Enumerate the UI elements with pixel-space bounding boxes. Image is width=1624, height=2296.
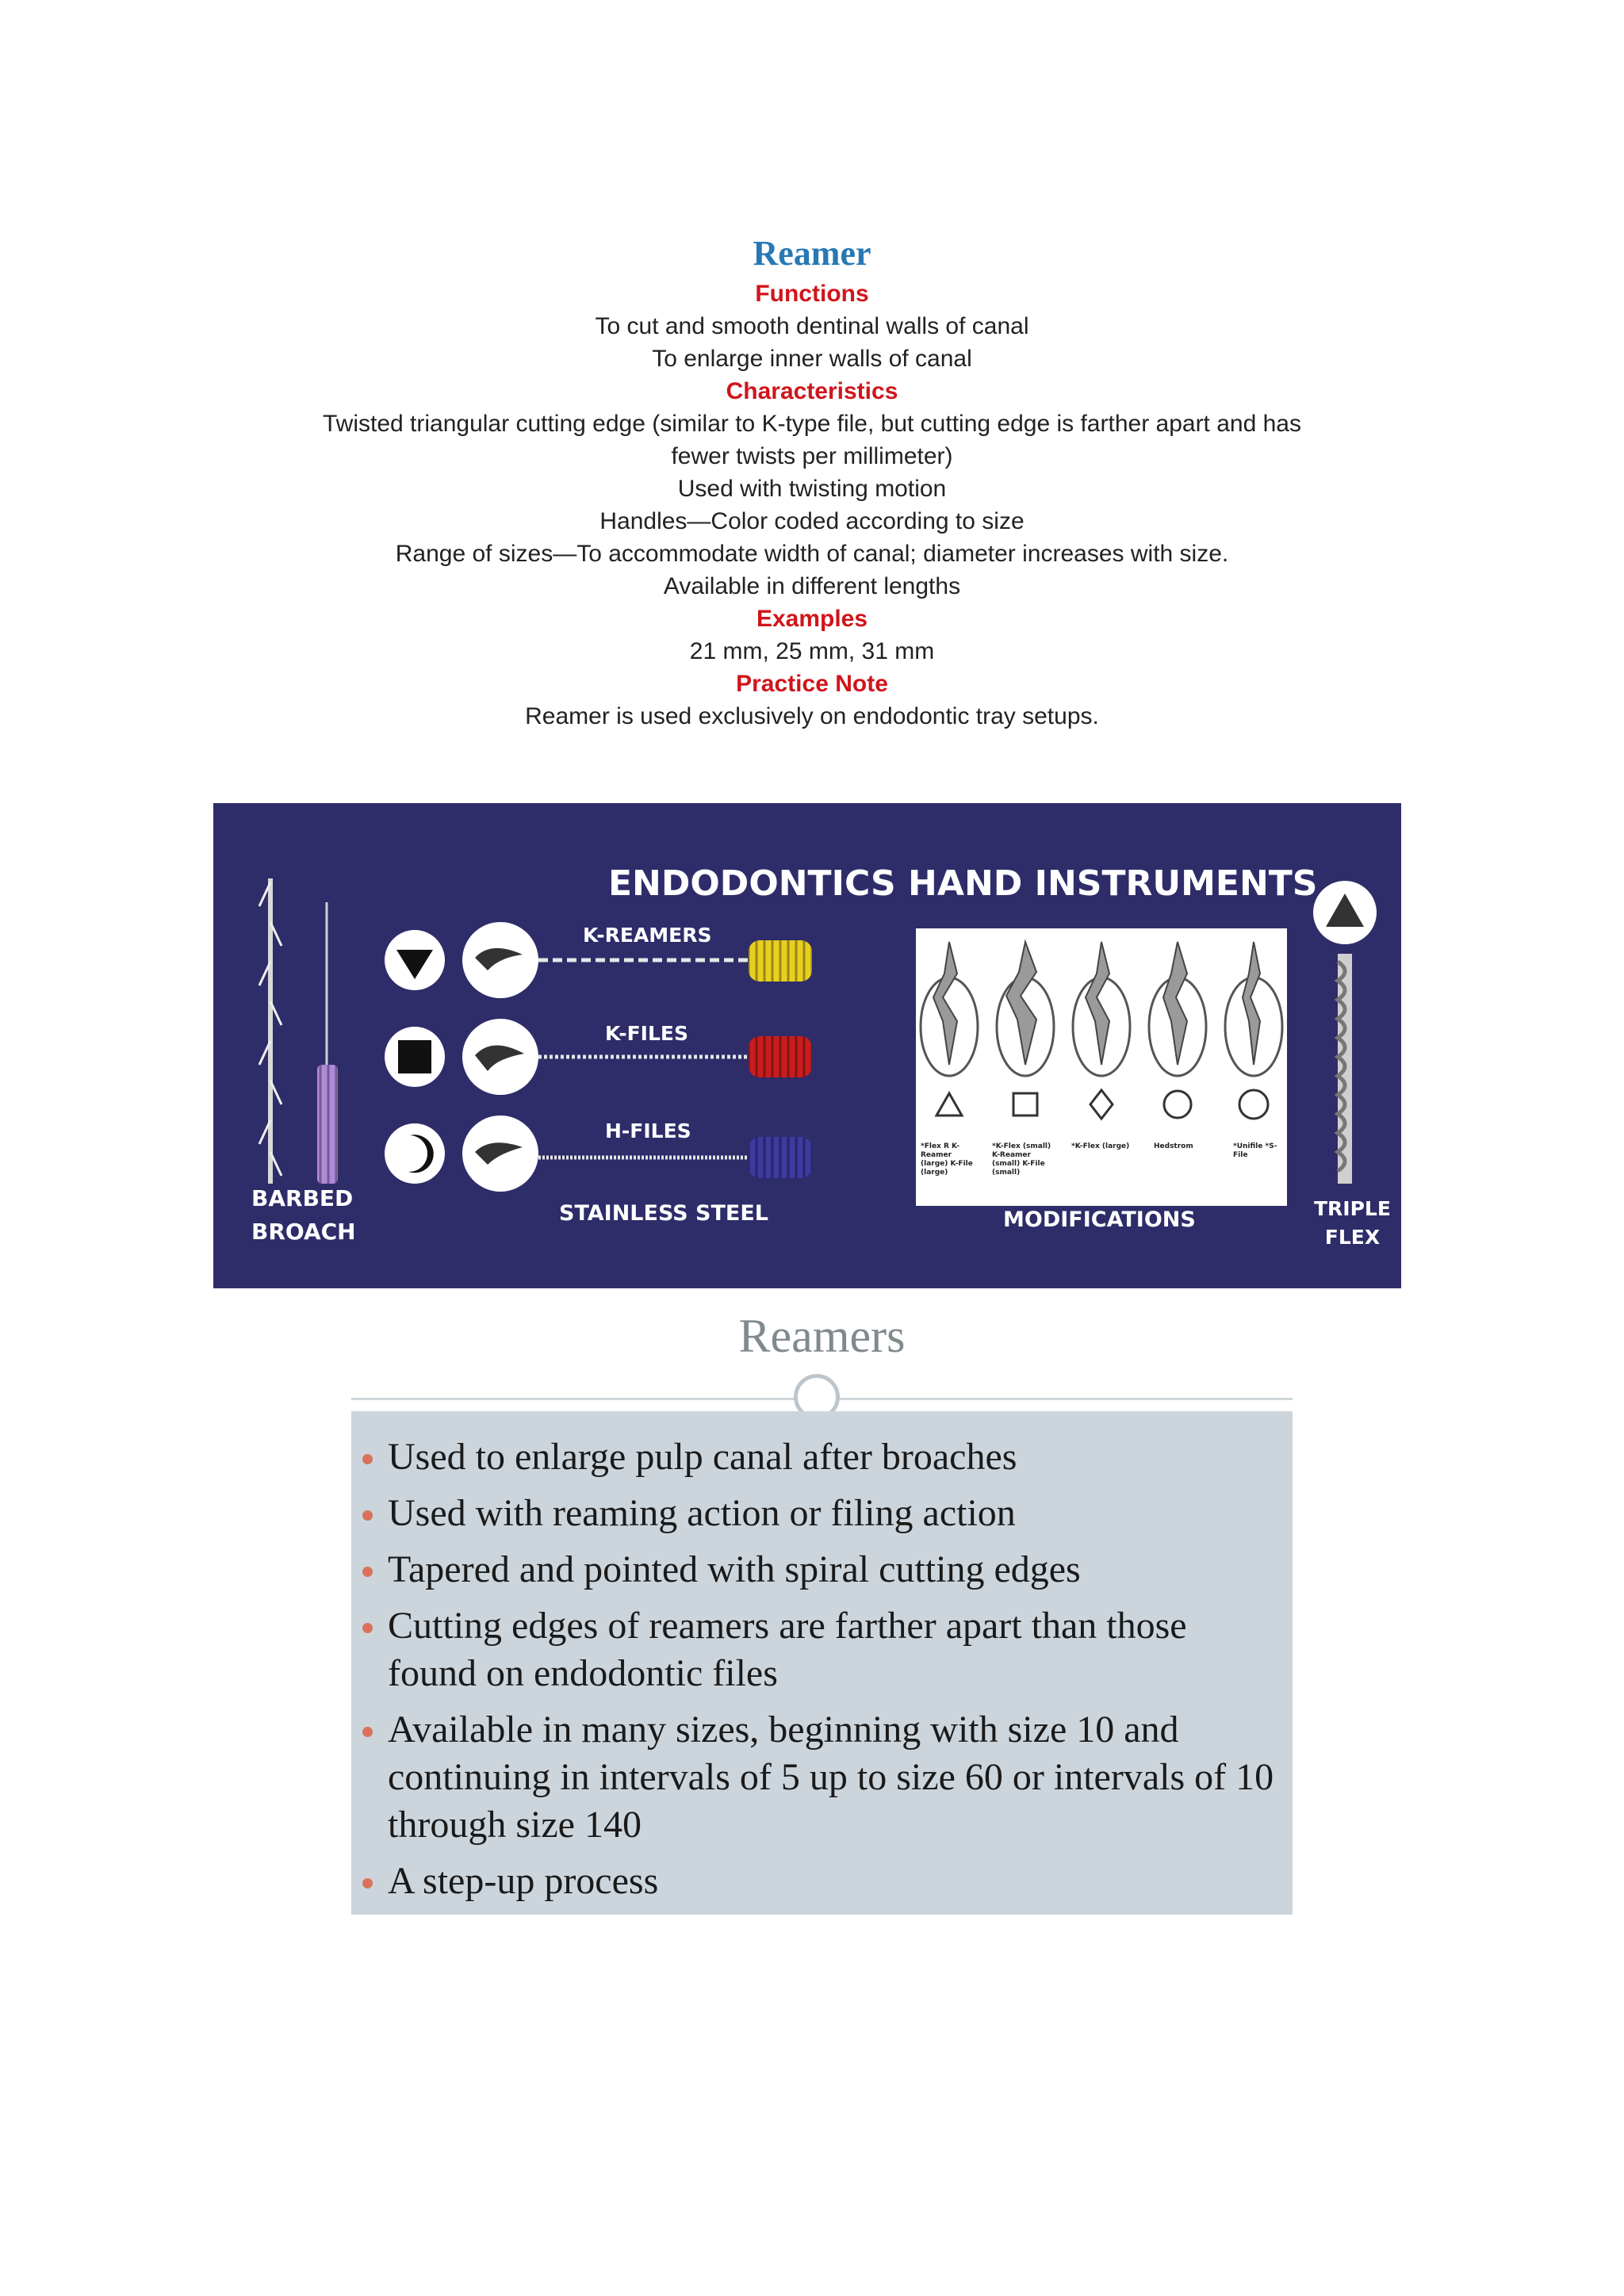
functions-heading: Functions	[755, 281, 869, 307]
characteristic-line: Range of sizes—To accommodate width of canal; diameter increases with size.	[395, 541, 1229, 567]
mod-caption: *Unifile *S-File	[1233, 1142, 1277, 1159]
mod-caption: *K-Flex (large)	[1071, 1142, 1130, 1150]
barbed-broach-label: BARBED BROACH	[251, 1185, 356, 1245]
characteristic-line: Used with twisting motion	[677, 476, 947, 502]
characteristic-line: Available in different lengths	[663, 573, 961, 599]
mod-caption: Hedstrom	[1154, 1142, 1193, 1150]
bullet-item: Tapered and pointed with spiral cutting edges	[388, 1546, 1277, 1594]
bullet-item: Cutting edges of reamers are farther apart than those found on endodontic files	[388, 1602, 1277, 1697]
bullet-item: A step-up process	[388, 1858, 1277, 1905]
mod-caption: *Flex R K-Reamer (large) K-File (large)	[921, 1142, 973, 1177]
mod-caption: *K-Flex (small) K-Reamer (small) K-File (small)	[992, 1142, 1051, 1177]
slide-title: Reamers	[738, 1310, 906, 1362]
bullet-item: Used with reaming action or filing action	[388, 1490, 1277, 1537]
function-line: To cut and smooth dentinal walls of canal	[595, 313, 1029, 339]
square-section-icon	[398, 1040, 431, 1073]
barbed-broach-illustration	[259, 878, 338, 1184]
triple-flex-label: TRIPLE FLEX	[1314, 1197, 1391, 1249]
characteristics-heading: Characteristics	[726, 378, 898, 404]
examples-line: 21 mm, 25 mm, 31 mm	[689, 638, 935, 664]
bullet-list	[351, 1411, 1293, 1905]
tip-closeups	[462, 922, 538, 1192]
modifications-label: MODIFICATIONS	[1003, 1207, 1196, 1232]
bullet-item: Available in many sizes, beginning with size 10 and continuing in intervals of 5 up to size 60 or intervals of 10 through size 140	[388, 1706, 1277, 1849]
reamer-info-block	[0, 230, 1624, 733]
characteristic-line: Twisted triangular cutting edge (similar to K-type file, but cutting edge is farther apart and has	[323, 411, 1301, 437]
diagram-title: ENDODONTICS HAND INSTRUMENTS	[608, 863, 1318, 904]
practice-note-heading: Practice Note	[736, 671, 888, 697]
practice-note-line: Reamer is used exclusively on endodontic tray setups.	[525, 703, 1099, 729]
stainless-steel-label: STAINLESS STEEL	[559, 1201, 768, 1226]
characteristic-line: Handles—Color coded according to size	[599, 508, 1025, 534]
slide-body	[351, 1411, 1293, 1915]
bullet-item: Used to enlarge pulp canal after broaches	[388, 1433, 1277, 1481]
reamer-title: Reamer	[753, 234, 871, 273]
k-reamers-label: K-REAMERS	[583, 924, 712, 947]
function-line: To enlarge inner walls of canal	[652, 346, 972, 372]
h-files-label: H-FILES	[605, 1119, 691, 1142]
characteristic-line: fewer twists per millimeter)	[671, 443, 953, 469]
k-files-label: K-FILES	[605, 1022, 688, 1045]
examples-heading: Examples	[756, 606, 868, 632]
triple-flex-illustration	[1313, 881, 1377, 1184]
cross-section-symbols	[385, 930, 445, 1184]
endodontic-instruments-diagram	[213, 803, 1401, 1288]
reamers-slide	[351, 1304, 1293, 1915]
